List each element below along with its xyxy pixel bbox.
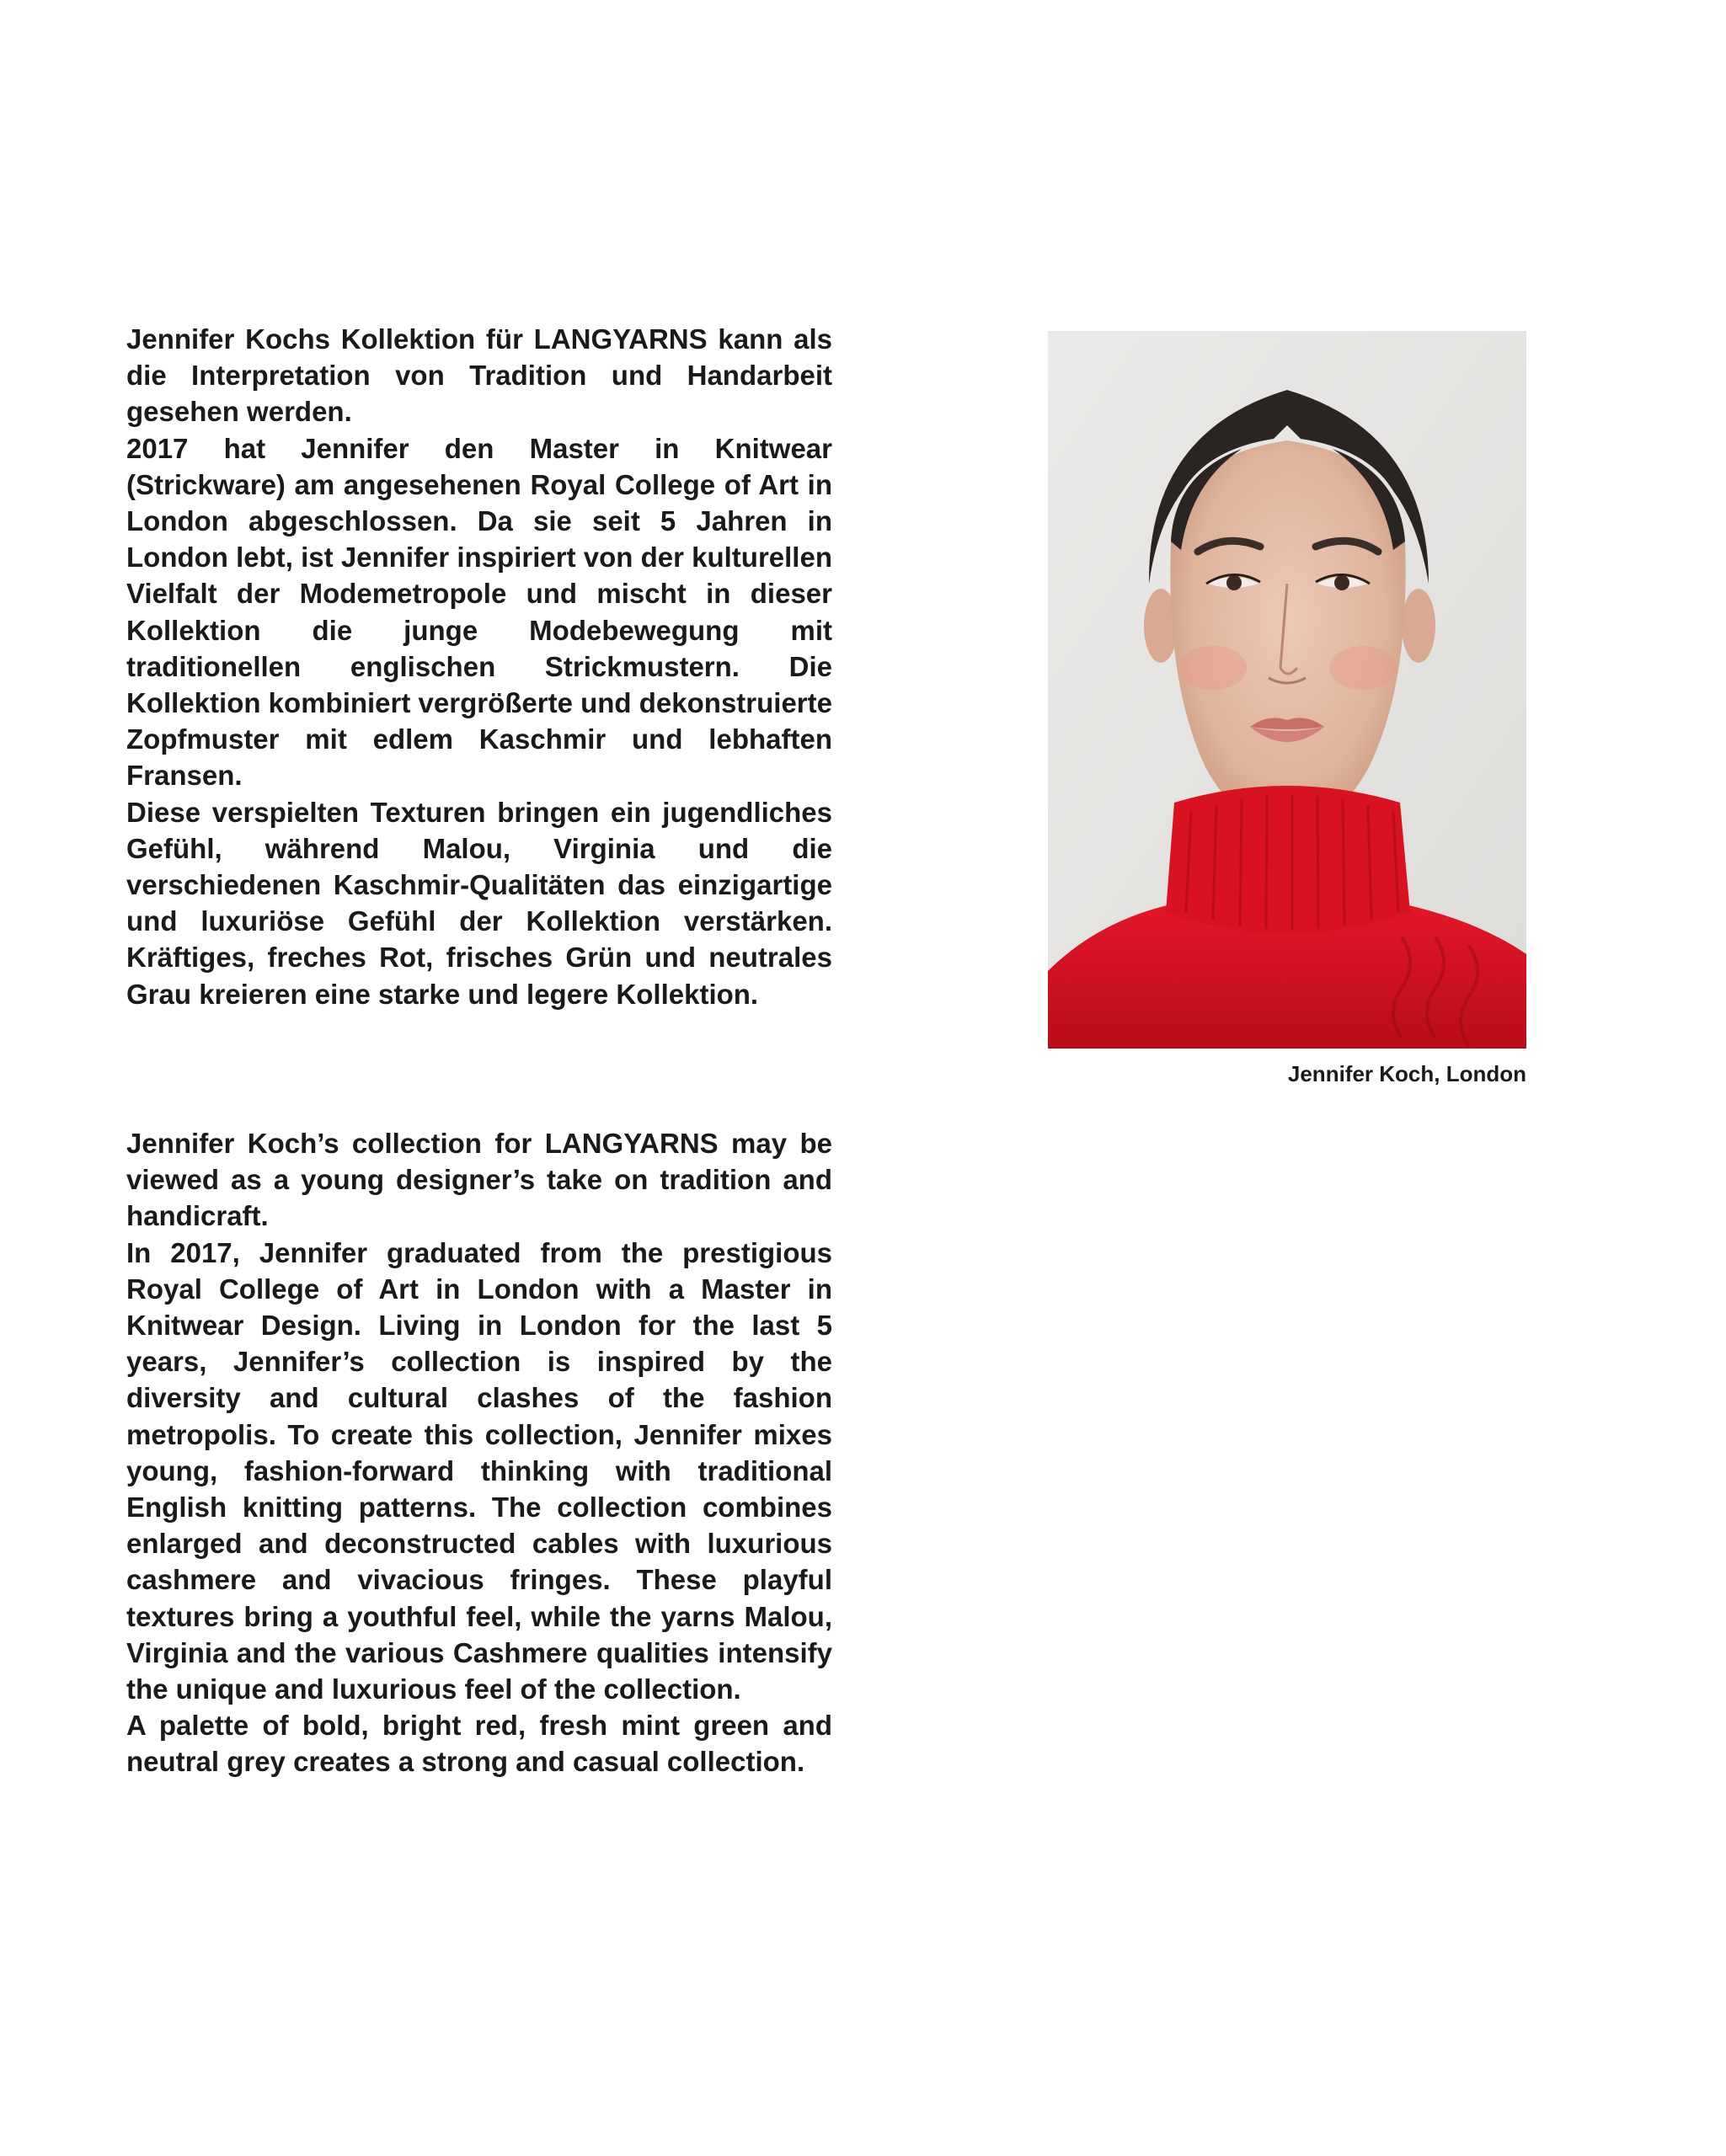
- right-ear: [1402, 589, 1435, 663]
- english-paragraph-3: A palette of bold, bright red, fresh mint green and neutral grey creates a strong and casual collection.: [126, 1710, 832, 1778]
- turtleneck-collar: [1166, 786, 1410, 933]
- german-paragraph-2: 2017 hat Jennifer den Master in Knitwear (Strickware) am angesehenen Royal College of Art in London abgeschlossen. Da sie seit 5 Jahren in London lebt, ist Jennifer inspiriert von der kulturellen Vielfalt der Modemetropole und mischt in dieser Kollektion die junge Modebewegung mit traditionellen englischen Strickmustern. Die Kollektion kombiniert vergrößerte und dekonstruierte Zopfmuster mit edlem Kaschmir und lebhaften Fransen.: [126, 432, 832, 792]
- photo-caption: Jennifer Koch, London: [1287, 1061, 1526, 1086]
- english-paragraph-2: In 2017, Jennifer graduated from the prestigious Royal College of Art in London with a Master in Knitwear Design. Living in London for the last 5 years, Jennifer’s collection is inspired by the diversity and cultural clashes of the fashion metropolis. To create this collection, Jennifer mixes young, fashion-forward thinking with traditional English knitting patterns. The collection combines enlarged and deconstructed cables with luxurious cashmere and vivacious fringes. These playful textures bring a youthful feel, while the yarns Malou, Virginia and the various Cashmere qualities intensify the unique and luxurious feel of the collection.: [126, 1236, 832, 1705]
- german-paragraph-3: Diese verspielten Texturen bringen ein jugendliches Gefühl, während Malou, Virginia und die verschiedenen Kaschmir-Qualitäten das einzigartige und luxuriöse Gefühl der Kollektion verstärken. Kräftiges, freches Rot, frisches Grün und neutrales Grau kreieren eine starke und legere Kollektion.: [126, 796, 832, 1010]
- english-paragraph-1: Jennifer Koch’s collection for LANGYARNS may be viewed as a young designer’s take on tradition and handicraft.: [126, 1128, 832, 1232]
- portrait-photo: [1048, 331, 1526, 1049]
- portrait-illustration: [1048, 331, 1526, 1049]
- german-paragraph-1: Jennifer Kochs Kollektion für LANGYARNS kann als die Interpretation von Tradition und Handarbeit gesehen werden.: [126, 323, 832, 428]
- english-text-block: [126, 1125, 832, 1780]
- german-text-block: [126, 321, 832, 1012]
